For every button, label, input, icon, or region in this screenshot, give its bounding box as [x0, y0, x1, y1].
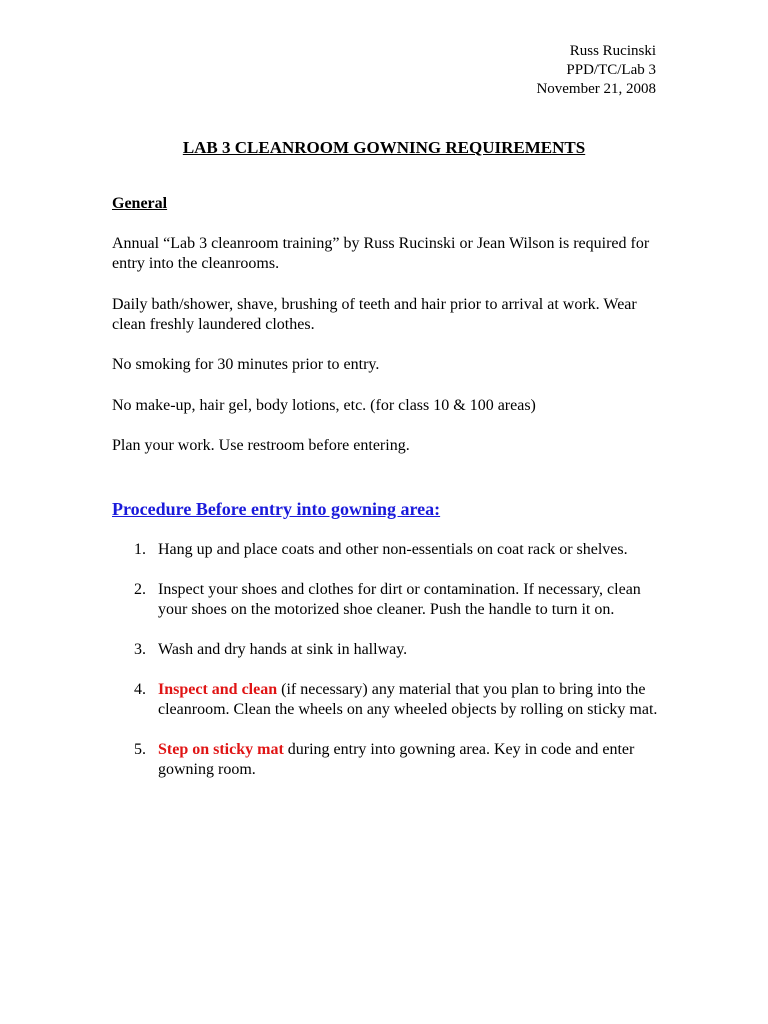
list-item-number: 4. [134, 681, 146, 698]
procedure-heading: Procedure Before entry into gowning area: [112, 499, 441, 519]
document-reference: PPD/TC/Lab 3 [566, 62, 656, 78]
list-item-text: Wash and dry hands at sink in hallway. [158, 641, 408, 658]
general-paragraph-training: Annual “Lab 3 cleanroom training” by Russ Rucinski or Jean Wilson is required for entry into the cleanrooms. [112, 235, 650, 272]
general-paragraph-makeup: No make-up, hair gel, body lotions, etc. (for class 10 & 100 areas) [112, 397, 536, 414]
document-date: November 21, 2008 [536, 81, 656, 97]
page-title: LAB 3 CLEANROOM GOWNING REQUIREMENTS [182, 138, 586, 157]
list-item [112, 580, 672, 620]
list-item-text: (if necessary) any material that you plan to bring into the cleanroom. Clean the wheels on any wheeled objects by rolling on sticky mat. [158, 681, 658, 718]
list-item-number: 2. [134, 581, 146, 598]
list-item-text: Inspect your shoes and clothes for dirt or contamination. If necessary, clean your shoes on the motorized shoe cleaner. Push the handle to turn it on. [158, 581, 641, 618]
general-heading: General [112, 195, 168, 212]
list-item-number: 1. [134, 541, 146, 558]
general-paragraph-plan: Plan your work. Use restroom before entering. [112, 437, 410, 454]
list-item [112, 740, 672, 780]
document-header [536, 42, 656, 99]
list-item-number: 5. [134, 741, 146, 758]
list-item [112, 680, 672, 720]
general-paragraph-hygiene: Daily bath/shower, shave, brushing of teeth and hair prior to arrival at work. Wear clean freshly laundered clothes. [112, 296, 637, 333]
list-item-highlight: Inspect and clean [158, 681, 278, 698]
list-item-number: 3. [134, 641, 146, 658]
list-item [112, 540, 672, 560]
list-item-highlight: Step on sticky mat [158, 741, 284, 758]
list-item [112, 640, 672, 660]
list-item-text: Hang up and place coats and other non-essentials on coat rack or shelves. [158, 541, 628, 558]
list-item-text: during entry into gowning area. Key in code and enter gowning room. [158, 741, 635, 778]
general-paragraph-smoking: No smoking for 30 minutes prior to entry. [112, 356, 380, 373]
procedure-list [112, 540, 672, 800]
author-name: Russ Rucinski [569, 43, 656, 59]
